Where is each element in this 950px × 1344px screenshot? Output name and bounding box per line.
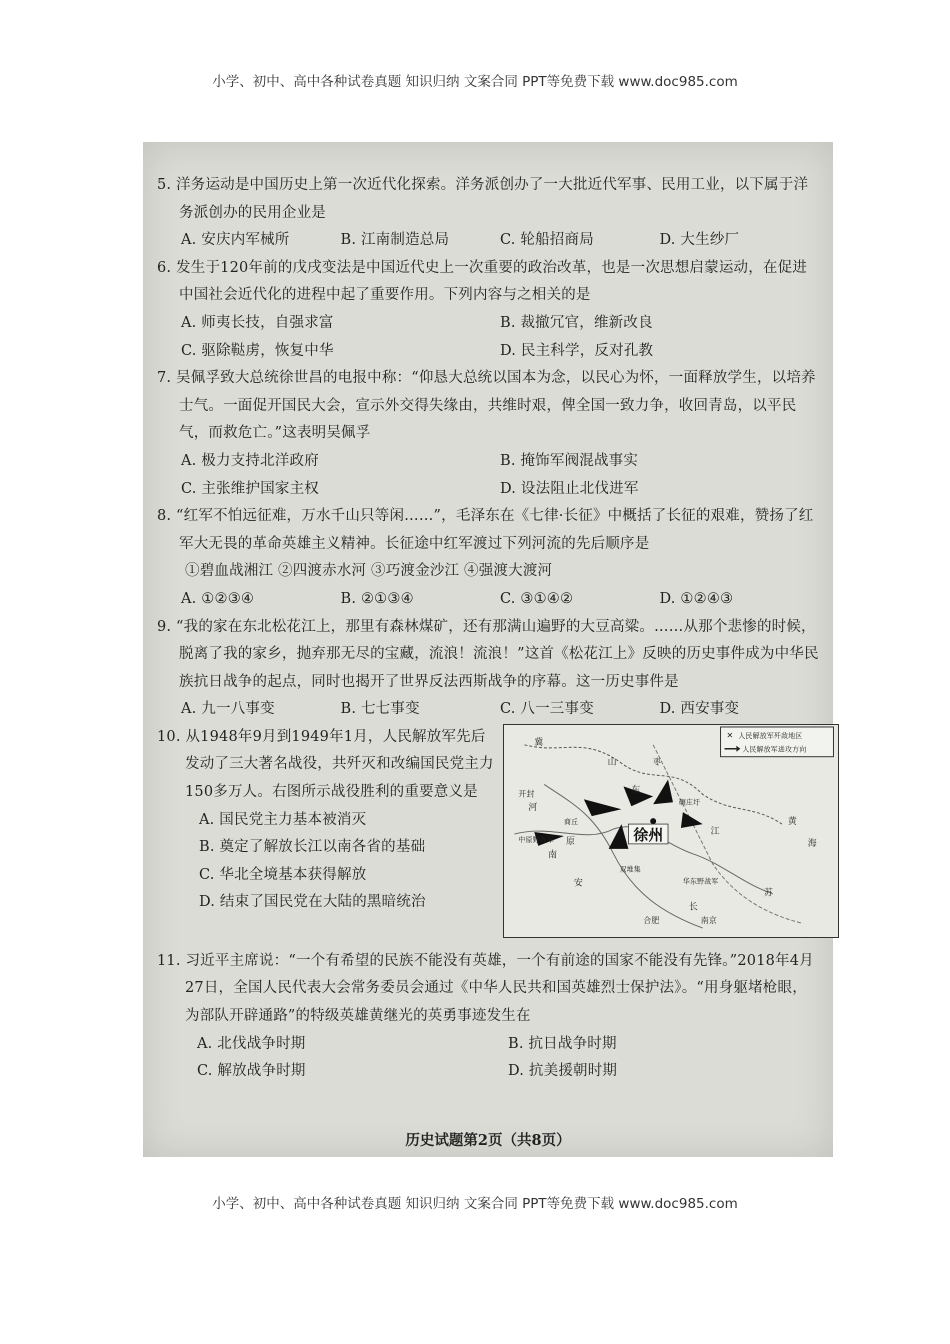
question-10-option-a: A. 国民党主力基本被消灭 xyxy=(199,811,367,828)
map-label-shangqiu: 商丘 xyxy=(564,817,579,826)
map-label-zhongyuan: 中原野战军 xyxy=(518,835,555,844)
attack-arrow-2 xyxy=(653,779,673,804)
question-10-option-b: B. 奠定了解放长江以南各省的基础 xyxy=(199,839,426,856)
question-9-stem: 9. “我的家在东北松花江上，那里有森林煤矿，还有那满山遍野的大豆高粱。……从那个悲惨的时候，脱离了我的家乡，抛弃那无尽的宝藏，流浪！流浪！”这首《松花江上》反映的历史事件成为中华民族抗日战争的起点，同时也揭开了世界反法西斯战争的序幕。这一历史事件是 xyxy=(157,618,819,690)
map-graphic xyxy=(504,725,838,937)
map-label-dong: 东 xyxy=(631,785,641,796)
map-label-kaifeng: 开封 xyxy=(518,789,535,799)
huaihai-campaign-map xyxy=(503,724,839,938)
question-8-stem: 8. “红军不怕远征难，万水千山只等闲……”，毛泽东在《七律·长征》中概括了长征的艰难，赞扬了红军大无畏的革命英雄主义精神。长征途中红军渡过下列河流的先后顺序是 xyxy=(157,508,814,552)
question-11-option-a: A. 北伐战争时期 xyxy=(197,1035,306,1052)
question-10-text xyxy=(157,724,495,917)
question-7-options xyxy=(157,448,819,503)
map-label-chang: 长 xyxy=(688,902,698,913)
map-label-xuzhou: 徐州 xyxy=(633,825,664,844)
question-11-option-d: D. 抗美援朝时期 xyxy=(508,1063,618,1080)
question-6-option-b: B. 裁撤冗官，维新改良 xyxy=(500,314,653,331)
question-5-options xyxy=(157,227,819,255)
map-label-nianzhuang: 碾庄圩 xyxy=(678,798,701,807)
question-8-option-a: A. ①②③④ xyxy=(181,590,255,607)
question-8-option-d: D. ①②④③ xyxy=(659,590,734,607)
question-6-option-a: A. 师夷长技，自强求富 xyxy=(181,314,334,331)
question-9-option-b: B. 七七事变 xyxy=(340,701,420,718)
question-7-option-b: B. 掩饰军阀混战事实 xyxy=(500,452,639,469)
map-label-jiang: 江 xyxy=(710,826,720,837)
legend-label-annihilation: 人民解放军歼敌地区 xyxy=(738,731,803,740)
question-5 xyxy=(157,172,819,255)
map-label-hefei: 合肥 xyxy=(643,916,660,926)
exam-page-scan xyxy=(143,142,833,1157)
question-5-option-a: A. 安庆内军械所 xyxy=(181,232,290,249)
question-8-options xyxy=(157,586,819,614)
question-10-option-d: D. 结束了国民党在大陆的黑暗统治 xyxy=(199,894,426,911)
question-7-option-d: D. 设法阻止北伐进军 xyxy=(500,480,639,497)
map-label-hai: 海 xyxy=(807,838,817,849)
question-9-option-d: D. 西安事变 xyxy=(659,701,740,718)
question-5-option-d: D. 大生纱厂 xyxy=(659,232,740,249)
question-9-options xyxy=(157,696,819,724)
question-10-stem: 10. 从1948年9月到1949年1月，人民解放军先后发动了三大著名战役，共歼灭和改编国民党主力150多万人。右图所示战役胜利的重要意义是 xyxy=(157,728,494,801)
map-label-he: 河 xyxy=(528,803,538,814)
page-footer: 历史试题第2页（共8页） xyxy=(405,1132,571,1149)
map-label-su: 苏 xyxy=(764,888,774,899)
map-label-yuan: 原 xyxy=(565,836,576,847)
map-label-an: 安 xyxy=(573,878,584,889)
question-10 xyxy=(157,724,819,948)
question-7-option-c: C. 主张维护国家主权 xyxy=(181,480,319,497)
question-11-options xyxy=(157,1031,819,1086)
question-6-options xyxy=(157,310,819,365)
question-5-option-b: B. 江南制造总局 xyxy=(340,232,450,249)
map-label-shan: 山 xyxy=(607,757,617,768)
question-9 xyxy=(157,614,819,724)
map-label-ji: 冀 xyxy=(534,737,544,748)
attack-arrow-3 xyxy=(584,799,622,816)
question-8 xyxy=(157,503,819,613)
map-label-nan: 南 xyxy=(548,850,558,861)
question-5-stem: 5. 洋务运动是中国历史上第一次近代化探索。洋务派创办了一大批近代军事、民用工业，以下属于洋务派创办的民用企业是 xyxy=(157,177,809,221)
question-11-option-b: B. 抗日战争时期 xyxy=(508,1035,617,1052)
attack-arrow-6 xyxy=(681,812,703,828)
question-6-option-c: C. 驱除鞑虏，恢复中华 xyxy=(181,342,334,359)
question-11-stem: 11. 习近平主席说：“一个有希望的民族不能没有英雄，一个有前途的国家不能没有先锋。”2018年4月27日，全国人民代表大会常务委员会通过《中华人民共和国英雄烈士保护法》。“用身躯堵枪眼，为部队开辟通路”的特级英雄黄继光的英勇事迹发生在 xyxy=(157,952,814,1025)
question-7 xyxy=(157,365,819,503)
question-6 xyxy=(157,255,819,365)
map-label-zao: 枣 xyxy=(653,757,662,767)
question-6-option-d: D. 民主科学，反对孔教 xyxy=(500,342,654,359)
map-label-nanjing: 南京 xyxy=(700,916,717,926)
banner-bottom: 小学、初中、高中各种试卷真题 知识归纳 文案合同 PPT等免费下载 www.doc985.com xyxy=(212,1196,738,1212)
question-9-option-c: C. 八一三事变 xyxy=(500,701,594,718)
map-label-huang: 黄 xyxy=(787,816,798,827)
question-8-option-b: B. ②①③④ xyxy=(340,590,414,607)
question-7-option-a: A. 极力支持北洋政府 xyxy=(181,452,319,469)
question-10-option-c: C. 华北全境基本获得解放 xyxy=(199,866,367,883)
question-5-option-c: C. 轮船招商局 xyxy=(500,232,594,249)
question-6-stem: 6. 发生于120年前的戊戌变法是中国近代史上一次重要的政治改革，也是一次思想启蒙运动，在促进中国社会近代化的进程中起了重要作用。下列内容与之相关的是 xyxy=(157,259,808,304)
question-7-stem: 7. 吴佩孚致大总统徐世昌的电报中称：“仰恳大总统以国本为念，以民心为怀，一面释放学生，以培养士气。一面促开国民大会，宣示外交得失缘由，共维时艰，俾全国一致力争，收回青岛，以平民气，而救危亡。”这表明吴佩孚 xyxy=(157,370,816,442)
question-9-option-a: A. 九一八事变 xyxy=(181,701,275,718)
xuzhou-city-dot xyxy=(650,818,656,824)
banner-top: 小学、初中、高中各种试卷真题 知识归纳 文案合同 PPT等免费下载 www.doc985.com xyxy=(212,74,738,90)
question-11 xyxy=(157,948,819,1086)
question-11-option-c: C. 解放战争时期 xyxy=(197,1063,306,1080)
question-8-items: ①碧血战湘江 ②四渡赤水河 ③巧渡金沙江 ④强渡大渡河 xyxy=(185,563,553,580)
legend-cross-icon: ✕ xyxy=(726,730,734,740)
boundary-line-2 xyxy=(653,745,802,926)
map-label-huadong: 华东野战军 xyxy=(682,877,719,886)
question-8-option-c: C. ③①④② xyxy=(500,590,574,607)
map-label-shuangduiji: 双堆集 xyxy=(619,865,641,874)
legend-label-attack: 人民解放军进攻方向 xyxy=(742,745,807,754)
